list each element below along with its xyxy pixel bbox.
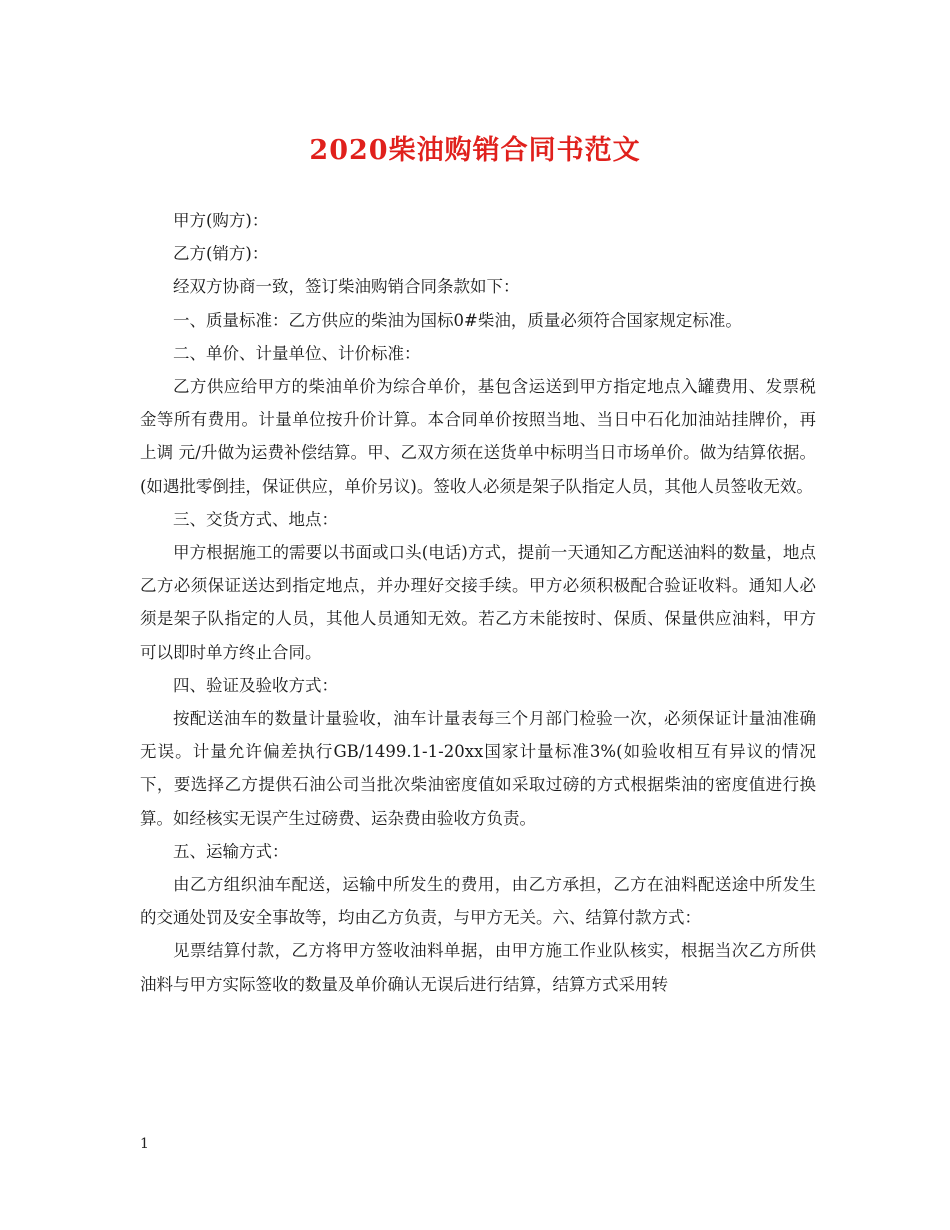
paragraph-quality: 一、质量标准：乙方供应的柴油为国标0#柴油，质量必须符合国家规定标准。 — [173, 310, 742, 330]
paragraph-price: 乙方供应给甲方的柴油单价为综合单价，基包含运送到甲方指定地点入罐费用、发票税金等所有费用。计量单位按升价计算。本合同单价按照当地、当日中石化加油站挂牌价，再上调 元/升做为运费补偿结算。甲、乙双方须在送货单中标明当日市场单价。做为结算依据。(如遇批零倒挂，保证供应，单价另议)。签收人必须是架子队指定人员，其他人员签收无效。 — [140, 377, 816, 496]
page-number: 1 — [140, 1136, 149, 1152]
paragraph-transport: 由乙方组织油车配送，运输中所发生的费用，由乙方承担，乙方在油料配送途中所发生的交通处罚及安全事故等，均由乙方负责，与甲方无关。六、结算付款方式： — [140, 875, 816, 928]
paragraph-delivery: 甲方根据施工的需要以书面或口头(电话)方式，提前一天通知乙方配送油料的数量，地点乙方必须保证送达到指定地点，并办理好交接手续。甲方必须积极配合验证收料。通知人必须是架子队指定的人员，其他人员通知无效。若乙方未能按时、保质、保量供应油料，甲方可以即时单方终止合同。 — [140, 543, 816, 662]
document-body — [140, 204, 816, 1001]
heading-transport: 五、运输方式： — [173, 841, 289, 861]
heading-delivery: 三、交货方式、地点： — [173, 509, 338, 529]
paragraph-party-b: 乙方(销方)： — [173, 244, 269, 264]
paragraph-intro: 经双方协商一致，签订柴油购销合同条款如下： — [173, 277, 520, 297]
heading-inspection: 四、验证及验收方式： — [173, 675, 338, 695]
paragraph-payment: 见票结算付款，乙方将甲方签收油料单据，由甲方施工作业队核实，根据当次乙方所供油料与甲方实际签收的数量及单价确认无误后进行结算，结算方式采用转 — [140, 941, 816, 994]
document-title: 2020柴油购销合同书范文 — [309, 135, 641, 166]
heading-price: 二、单价、计量单位、计价标准： — [173, 343, 421, 363]
paragraph-party-a: 甲方(购方)： — [173, 211, 269, 230]
paragraph-inspection: 按配送油车的数量计量验收，油车计量表每三个月部门检验一次，必须保证计量油准确无误。计量允许偏差执行GB/1499.1-1-20xx国家计量标准3%(如验收相互有异议的情况下，要选择乙方提供石油公司当批次柴油密度值如采取过磅的方式根据柴油的密度值进行换算。如经核实无误产生过磅费、运杂费由验收方负责。 — [140, 709, 816, 828]
